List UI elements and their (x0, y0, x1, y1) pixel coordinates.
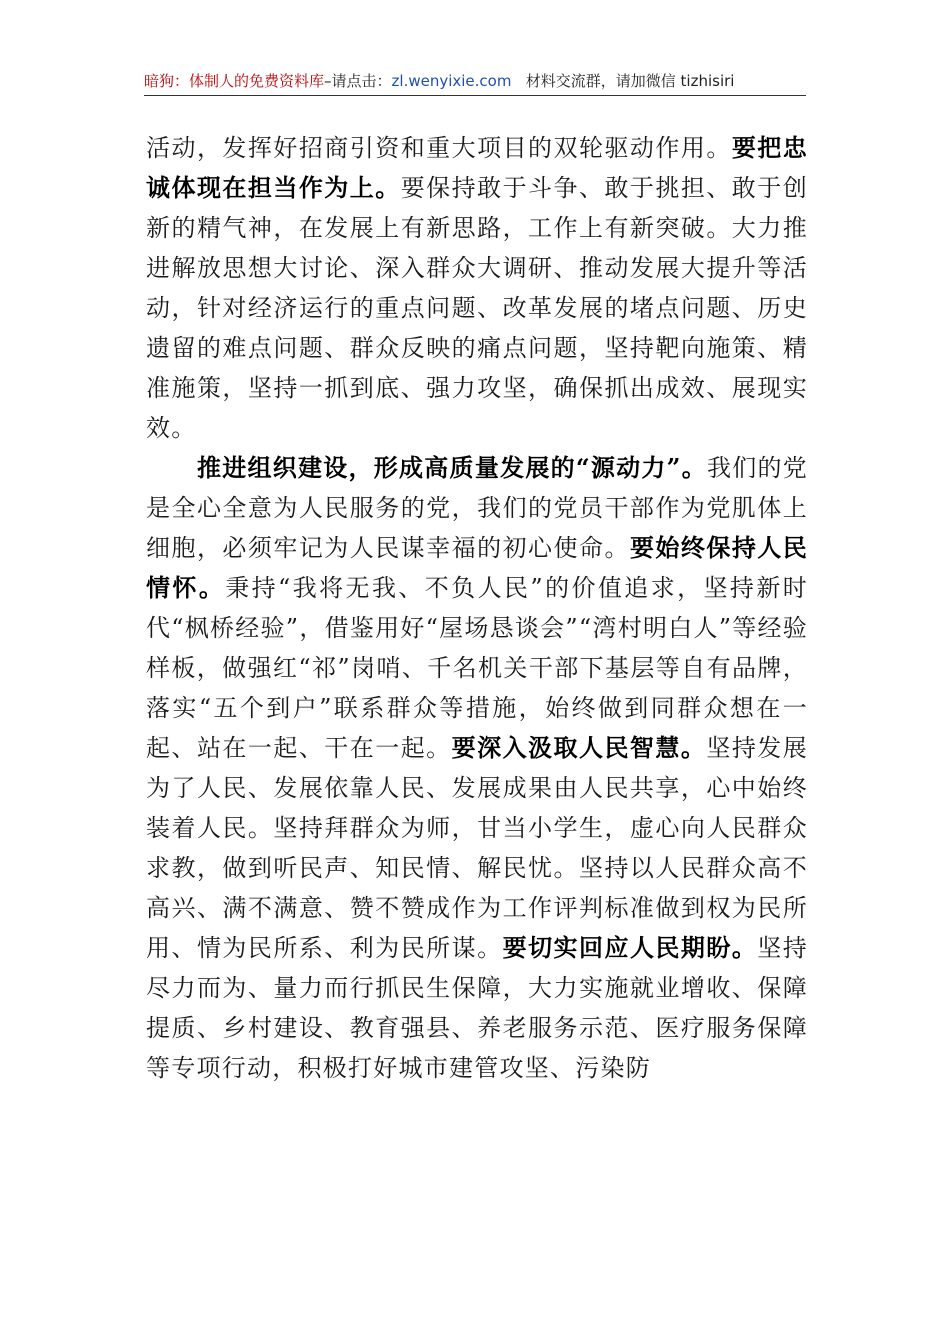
paragraph (146, 128, 808, 448)
header-contact (511, 72, 734, 90)
bold-heading-run: 要把忠诚体现在担当作为上。 (146, 133, 809, 202)
text-run: 坚持尽力而为、量力而行抓民生保障，大力实施就业增收、保障提质、乡村建设、教育强县、养老服务示范、医疗服务保障等专项行动，积极打好城市建管攻坚、污染防 (146, 934, 809, 1082)
header-divider (144, 95, 806, 96)
header-prompt: –请点击： (324, 72, 392, 90)
text-run: 秉持“我将无我、不负人民”的价值追求，坚持新时代“枫桥经验”，借鉴用好“屋场恳谈会”“湾村明白人”等经验样板，做强红“祁”岗哨、千名机关干部下基层等自有品牌，落实“五个到户”联系群众等措施，始终做到同群众想在一起、站在一起、干在一起。 (146, 574, 809, 762)
text-run: 我们的党是全心全意为人民服务的党，我们的党员干部作为党肌体上细胞，必须牢记为人民谋幸福的初心使命。 (146, 454, 809, 562)
bold-heading-run: 要深入汲取人民智慧。 (451, 733, 707, 762)
document-body (146, 128, 808, 1088)
header-brand: 暗狗：体制人的免费资料库 (144, 72, 325, 90)
text-run: 坚持发展为了人民、发展依靠人民、发展成果由人民共享，心中始终装着人民。坚持拜群众为师，甘当小学生，虚心向人民群众求教，做到听民声、知民情、解民忧。坚持以人民群众高不高兴、满不满意、赞不赞成作为工作评判标准做到权为民所用、情为民所系、利为民所谋。 (146, 734, 809, 962)
bold-heading-run: 推进组织建设，形成高质量发展的“源动力”。 (197, 453, 707, 482)
text-run: 要保持敢于斗争、敢于挑担、敢于创新的精气神，在发展上有新思路，工作上有新突破。大力推进解放思想大讨论、深入群众大调研、推动发展大提升等活动，针对经济运行的重点问题、改革发展的堵点问题、历史遗留的难点问题、群众反映的痛点问题，坚持靶向施策、精准施策，坚持一抓到底、强力攻坚，确保抓出成效、展现实效。 (146, 174, 809, 442)
page-header (144, 70, 806, 96)
header-url-link[interactable]: zl.wenyixie.com (391, 72, 512, 90)
text-run: 活动，发挥好招商引资和重大项目的双轮驱动作用。 (146, 134, 732, 162)
paragraph (146, 448, 808, 1088)
bold-heading-run: 要切实回应人民期盼。 (502, 933, 758, 962)
header-contact-text: 材料交流群，请加微信 tizhisiri (525, 72, 735, 90)
bold-heading-run: 要始终保持人民情怀。 (146, 533, 809, 602)
